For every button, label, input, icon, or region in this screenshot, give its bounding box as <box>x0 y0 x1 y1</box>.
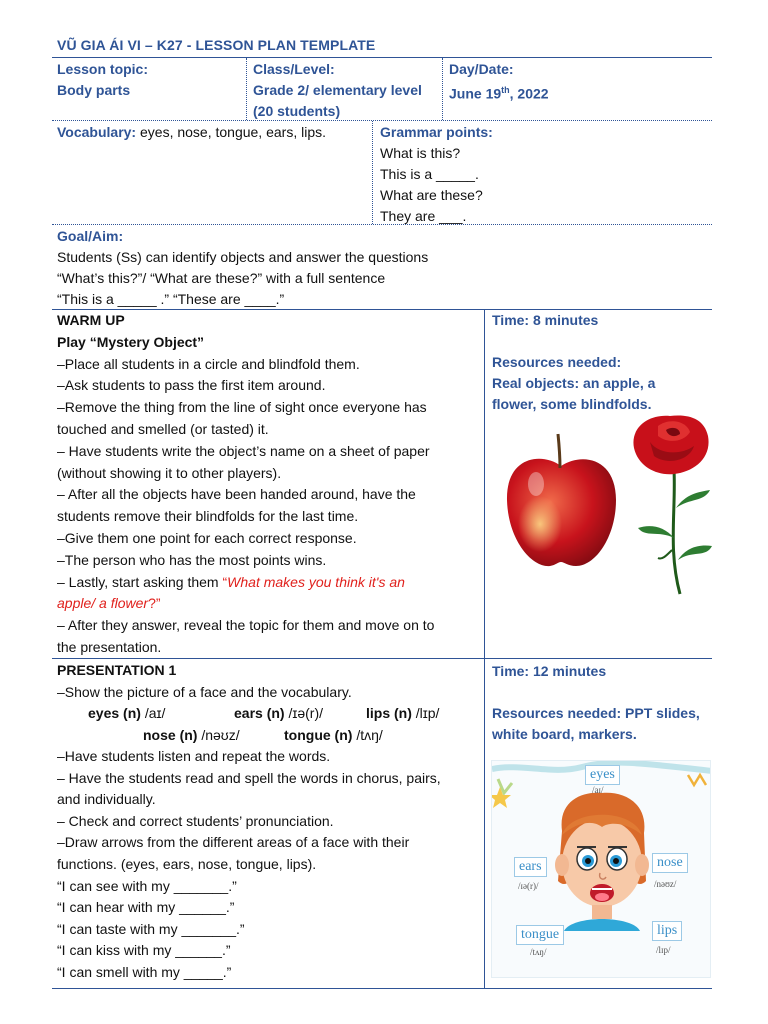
sentence-frame: “I can see with my _______.” <box>57 877 237 894</box>
presentation-time-cell <box>492 661 700 745</box>
goal-label: Goal/Aim: <box>57 228 124 244</box>
bottom-border <box>52 988 712 989</box>
face-ipa-ears: /ɪə(r)/ <box>518 881 539 891</box>
vocab-word: eyes (n) <box>88 705 145 721</box>
date-value <box>449 80 549 105</box>
lesson-topic-cell <box>57 59 148 101</box>
vocab-word: nose (n) <box>143 727 202 743</box>
vocab-ipa: /lɪp/ <box>415 705 440 721</box>
vocab-ipa: /aɪ/ <box>144 705 166 721</box>
warmup-step: –Ask students to pass the first item around. <box>57 377 326 394</box>
face-ipa-nose: /nəʊz/ <box>654 879 677 889</box>
presentation-step: functions. (eyes, ears, nose, tongue, lips). <box>57 855 317 872</box>
quote-close: ?” <box>148 595 161 612</box>
warmup-step: – Have students write the object’s name on a sheet of paper <box>57 442 430 459</box>
column-divider-1 <box>246 58 247 120</box>
rose-image <box>628 410 714 596</box>
presentation-time: Time: 12 minutes <box>492 663 607 679</box>
vocabulary-label: Vocabulary: <box>57 124 137 140</box>
vocab-tongue <box>284 727 383 743</box>
face-label-tongue: tongue <box>516 925 564 945</box>
warmup-step: –Place all students in a circle and blindfold them. <box>57 355 360 372</box>
sentence-frame: “I can smell with my _____.” <box>57 963 232 980</box>
grammar-label: Grammar points: <box>380 124 493 140</box>
grammar-line: They are ___. <box>380 208 467 224</box>
warmup-step: students remove their blindfolds for the last time. <box>57 508 359 525</box>
grammar-line: This is a _____. <box>380 166 479 182</box>
warmup-resources-line: Real objects: an apple, a <box>492 375 656 391</box>
lesson-topic-value: Body parts <box>57 82 131 98</box>
vocabulary-text: eyes, nose, tongue, ears, lips. <box>136 124 326 140</box>
warmup-step: (without showing it to other players). <box>57 464 282 481</box>
warmup-heading: WARM UP <box>57 312 125 328</box>
sentence-frame: “I can hear with my ______.” <box>57 899 235 916</box>
warmup-step: touched and smelled (or tasted) it. <box>57 420 269 437</box>
class-level-value: Grade 2/ elementary level <box>253 82 422 98</box>
date-year: , 2022 <box>509 85 549 102</box>
presentation-cell <box>57 660 352 703</box>
goal-line: Students (Ss) can identify objects and answer the questions <box>57 249 429 265</box>
presentation-resources-line: white board, markers. <box>492 726 637 742</box>
face-label-eyes: eyes <box>585 765 620 785</box>
warmup-ask-prefix: – Lastly, start asking them <box>57 573 223 590</box>
face-label-ears: ears <box>514 857 547 877</box>
face-ipa-eyes: /aɪ/ <box>592 785 604 795</box>
class-level-cell <box>253 59 422 122</box>
presentation-resources-line: Resources needed: PPT slides, <box>492 705 700 721</box>
class-size-value: (20 students) <box>253 103 341 119</box>
vocab-lips <box>366 705 439 721</box>
warmup-time: Time: 8 minutes <box>492 312 599 328</box>
warmup-question-line <box>57 572 434 594</box>
date-suffix: th <box>501 85 510 95</box>
grammar-line: What is this? <box>380 145 461 161</box>
presentation-step: –Have students listen and repeat the words. <box>57 748 331 764</box>
presentation-step: – Check and correct students’ pronunciation. <box>57 812 334 829</box>
face-label-nose: nose <box>652 853 688 873</box>
warmup-question-part2: apple/ a flower <box>57 595 149 612</box>
presentation-step: –Draw arrows from the different areas of a face with their <box>57 834 410 851</box>
warmup-step: –The person who has the most points wins. <box>57 551 327 568</box>
vocab-eyes <box>88 705 165 721</box>
vocab-word: tongue (n) <box>284 727 357 743</box>
vocab-ears <box>234 705 323 721</box>
presentation-heading: PRESENTATION 1 <box>57 662 177 678</box>
warmup-question-part1: What makes you think it's an <box>227 573 405 590</box>
warmup-step: –Give them one point for each correct response. <box>57 529 357 546</box>
vocab-word: ears (n) <box>234 705 289 721</box>
warmup-resources-label: Resources needed: <box>492 354 622 370</box>
vocabulary-cell <box>57 122 326 143</box>
sentence-frame: “I can kiss with my ______.” <box>57 942 231 959</box>
warmup-cell <box>57 310 434 659</box>
document-title: VŨ GIA ÁI VI – K27 - LESSON PLAN TEMPLATE <box>57 37 376 53</box>
warmup-game-title: Play “Mystery Object” <box>57 333 205 350</box>
vocab-ipa: /nəʊz/ <box>201 727 240 743</box>
quote-open: “ <box>222 573 228 590</box>
warmup-resources-line: flower, some blindfolds. <box>492 396 652 412</box>
goal-line: “This is a _____ .” “These are ____.” <box>57 291 285 307</box>
date-month-day: June 19 <box>449 85 502 102</box>
date-label: Day/Date: <box>449 61 514 77</box>
warmup-time-cell <box>492 310 655 415</box>
warmup-step: – After they answer, reveal the topic for them and move on to <box>57 617 435 634</box>
face-ipa-tongue: /tʌŋ/ <box>530 947 547 957</box>
presentation-step: and individually. <box>57 791 156 808</box>
sentence-frame: “I can taste with my _______.” <box>57 920 245 937</box>
lesson-topic-label: Lesson topic: <box>57 61 149 77</box>
presentation-steps <box>57 746 441 984</box>
date-cell <box>449 59 549 105</box>
top-border <box>52 57 712 58</box>
grammar-cell <box>380 122 493 227</box>
presentation-step: – Have the students read and spell the words in chorus, pairs, <box>57 769 441 786</box>
face-vocabulary-image <box>491 760 711 978</box>
grammar-line: What are these? <box>380 187 483 203</box>
column-divider-2 <box>442 58 443 120</box>
face-ipa-lips: /lɪp/ <box>656 945 671 955</box>
column-divider-grammar <box>372 121 373 224</box>
presentation-intro: –Show the picture of a face and the vocabulary. <box>57 683 352 700</box>
goal-line: “What’s this?”/ “What are these?” with a full sentence <box>57 270 386 286</box>
apple-image <box>502 432 620 572</box>
vocab-ipa: /tʌŋ/ <box>356 727 383 743</box>
column-divider-time <box>484 310 485 988</box>
goal-cell <box>57 226 428 310</box>
warmup-step: the presentation. <box>57 638 162 655</box>
vocab-word: lips (n) <box>366 705 416 721</box>
class-level-label: Class/Level: <box>253 61 335 77</box>
vocab-nose <box>143 727 240 743</box>
warmup-question-line-2 <box>57 593 434 615</box>
vocab-ipa: /ɪə(r)/ <box>288 705 324 721</box>
face-label-lips: lips <box>652 921 682 941</box>
warmup-step: – After all the objects have been handed around, have the <box>57 486 416 503</box>
warmup-step: –Remove the thing from the line of sight once everyone has <box>57 399 427 416</box>
